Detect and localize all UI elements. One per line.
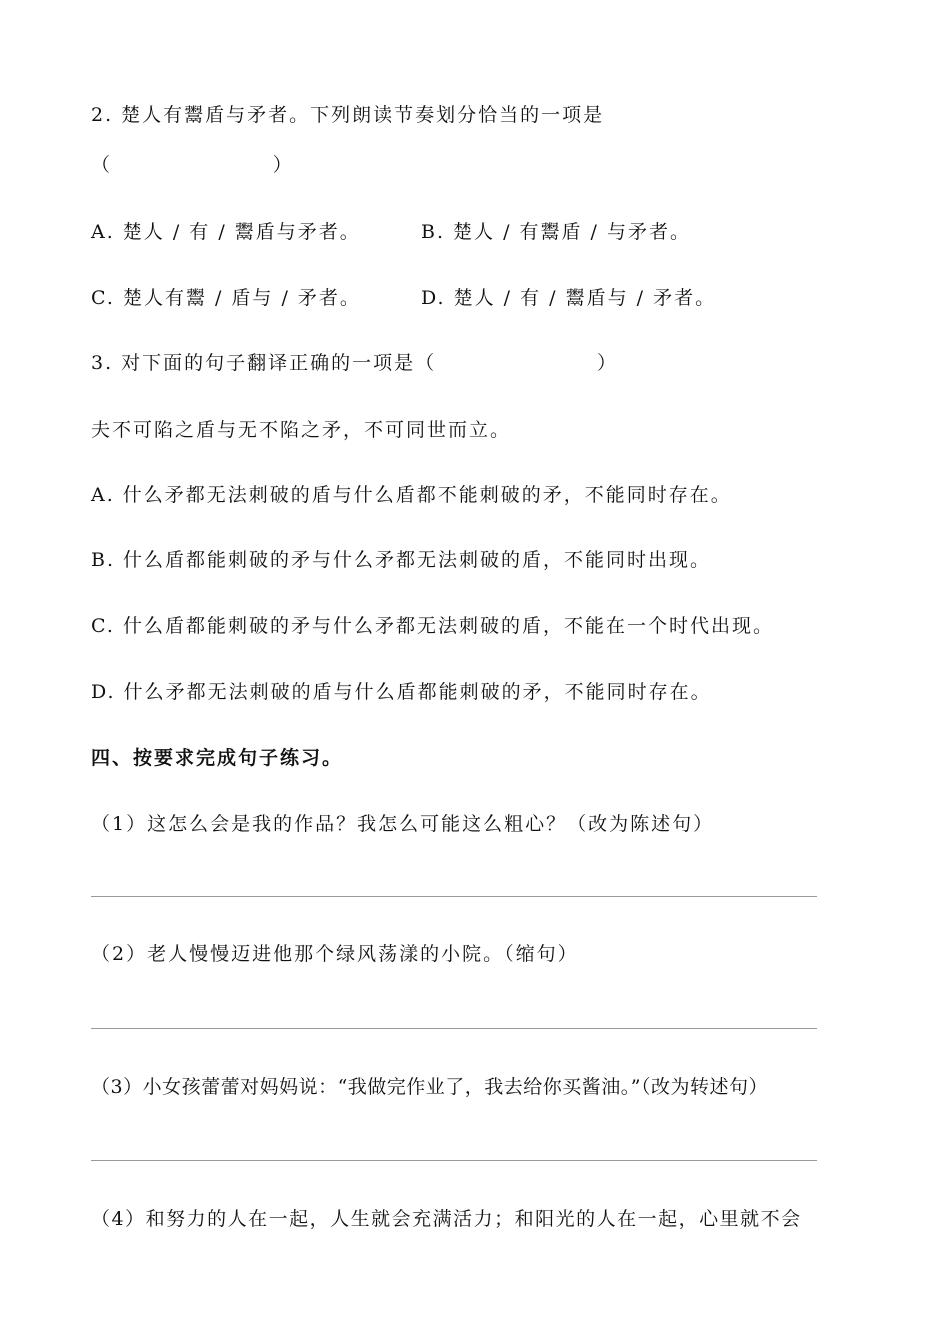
question-3-stem: 3. 对下面的句子翻译正确的一项是（ ） [91,352,618,374]
question-3-option-a: A. 什么矛都无法刺破的盾与什么盾都不能刺破的矛，不能同时存在。 [91,484,732,506]
question-2-option-a: A. 楚人 / 有 / 鬻盾与矛者。 [91,221,361,243]
question-2-option-b: B. 楚人 / 有鬻盾 / 与矛者。 [421,221,692,243]
exercise-3-prompt: （3）小女孩蕾蕾对妈妈说：“我做完作业了，我去给你买酱油。”（改为转述句） [91,1076,769,1098]
question-2-option-d: D. 楚人 / 有 / 鬻盾与 / 矛者。 [421,287,717,309]
exercise-4-prompt: （4）和努力的人在一起，人生就会充满活力；和阳光的人在一起，心里就不会 [91,1208,802,1230]
exercise-3-answer-line[interactable] [91,1160,817,1161]
exercise-1-prompt: （1）这怎么会是我的作品？我怎么可能这么粗心？（改为陈述句） [91,813,715,835]
section-4-heading: 四、按要求完成句子练习。 [91,747,344,769]
question-2-option-c: C. 楚人有鬻 / 盾与 / 矛者。 [91,287,361,309]
exercise-1-answer-line[interactable] [91,896,817,897]
question-2-stem: 2. 楚人有鬻盾与矛者。下列朗读节奏划分恰当的一项是 [91,104,605,126]
question-3-option-d: D. 什么矛都无法刺破的盾与什么盾都能刺破的矛，不能同时存在。 [91,681,712,703]
question-2-answer-blank: （ ） [91,154,294,176]
question-3-sentence: 夫不可陷之盾与无不陷之矛，不可同世而立。 [91,419,512,441]
question-3-option-c: C. 什么盾都能刺破的矛与什么矛都无法刺破的盾，不能在一个时代出现。 [91,615,774,637]
exercise-2-answer-line[interactable] [91,1028,817,1029]
exercise-2-prompt: （2）老人慢慢迈进他那个绿风荡漾的小院。（缩句） [91,943,579,965]
question-3-option-b: B. 什么盾都能刺破的矛与什么矛都无法刺破的盾，不能同时出现。 [91,549,712,571]
